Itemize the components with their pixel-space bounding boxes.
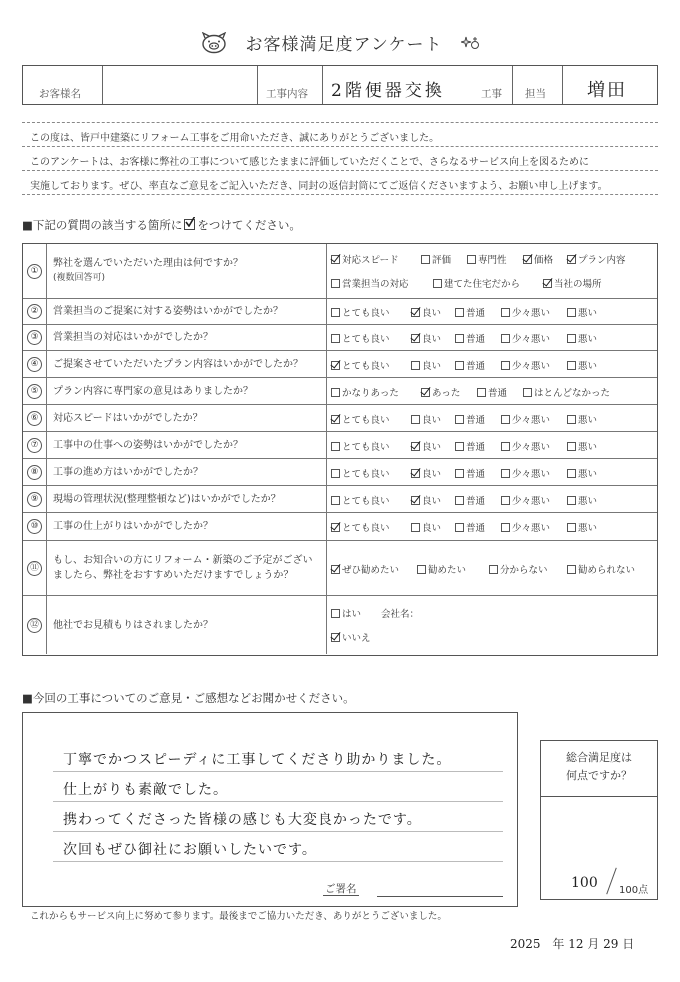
checkbox-option[interactable]: あった: [421, 385, 460, 399]
question-number: ⑪: [23, 541, 47, 595]
checkbox-option[interactable]: 良い: [411, 520, 441, 534]
question-table: [22, 243, 658, 656]
options-column: [326, 596, 657, 654]
question-row-7: [23, 432, 657, 459]
checkbox-option[interactable]: 悪い: [567, 520, 597, 534]
comment-heading: ■今回の工事についてのご意見・ご感想などお聞かせください。: [22, 691, 355, 705]
customer-label-cell: [23, 66, 103, 104]
checkmark-icon: [184, 219, 195, 230]
checkbox-option[interactable]: 悪い: [567, 412, 597, 426]
work2-label-cell: [463, 66, 513, 104]
checkbox-option[interactable]: 悪い: [567, 466, 597, 480]
question-row-3: [23, 325, 657, 351]
options-column: [326, 486, 657, 512]
checkbox-option[interactable]: 良い: [411, 358, 441, 372]
work-label-cell: [258, 66, 323, 104]
checkbox-option[interactable]: とても良い: [331, 331, 390, 345]
question-row-5: [23, 378, 657, 405]
comment-line-2: 仕上がりも素敵でした。: [63, 782, 228, 798]
divider: [22, 122, 658, 123]
question-number: ⑧: [23, 459, 47, 485]
question-number: ⑤: [23, 378, 47, 404]
question-number: ⑨: [23, 486, 47, 512]
question-row-10: [23, 513, 657, 541]
checkbox-option[interactable]: 普通: [477, 385, 507, 399]
checkbox-option[interactable]: とても良い: [331, 466, 390, 480]
instruction-prefix: ■下記の質問の該当する箇所に: [22, 218, 183, 232]
options-column: [326, 244, 657, 298]
comment-line-4: 次回もぜひ御社にお願いしたいです。: [63, 842, 317, 858]
options-column: [326, 459, 657, 485]
intro-line-3: 実施しております。ぜひ、率直なご意見をご記入いただき、同封の返信封筒にてご返信くださいますよう、お願い申し上げます。: [30, 181, 608, 192]
work-label: 工事内容: [266, 88, 308, 100]
checkbox-option[interactable]: 普通: [455, 439, 485, 453]
company-name-label: 会社名：: [381, 609, 420, 620]
question-number: ⑫: [23, 596, 47, 654]
checkbox-option[interactable]: 普通: [455, 358, 485, 372]
checkbox-option[interactable]: 専門性: [467, 252, 507, 266]
question-label: 工事中の仕事への姿勢はいかがでしたか？: [53, 439, 243, 451]
checkbox-option[interactable]: プラン内容: [567, 252, 626, 266]
checkbox-option[interactable]: 当社の場所: [543, 276, 602, 290]
satisfaction-score-box: [540, 740, 658, 900]
checkbox-option[interactable]: 価格: [523, 252, 553, 266]
checkbox-option[interactable]: はとんどなかった: [523, 385, 610, 399]
checkbox-option[interactable]: 少々悪い: [501, 493, 550, 507]
comment-box[interactable]: [22, 712, 518, 907]
checkbox-option[interactable]: ぜひ勧めたい: [331, 562, 399, 576]
checkbox-option[interactable]: 悪い: [567, 358, 597, 372]
question-row-11: [23, 541, 657, 596]
customer-info-table: [22, 65, 658, 105]
question-label: もし、お知合いの方にリフォーム・新築のご予定がござい: [53, 555, 313, 566]
question-number: ⑦: [23, 432, 47, 458]
date-month-unit: 月: [587, 937, 600, 951]
checkbox-option[interactable]: 少々悪い: [501, 305, 550, 319]
question-text: [53, 244, 323, 298]
checkbox-option[interactable]: 良い: [411, 331, 441, 345]
ruled-line: [53, 831, 503, 832]
checkbox-option[interactable]: とても良い: [331, 520, 390, 534]
question-row-6: [23, 405, 657, 432]
question-label: プラン内容に専門家の意見はありましたか？: [53, 385, 253, 397]
question-number: ②: [23, 299, 47, 324]
date-field[interactable]: [510, 935, 634, 952]
checkbox-option[interactable]: 悪い: [567, 439, 597, 453]
instruction: [22, 217, 301, 233]
options-column: [326, 432, 657, 458]
staff-label: 担当: [525, 88, 546, 100]
staff-name-field[interactable]: [563, 66, 659, 104]
date-day-unit: 日: [622, 937, 635, 951]
options-column: [326, 351, 657, 377]
checkbox-option[interactable]: 評価: [421, 252, 451, 266]
checkbox-option[interactable]: とても良い: [331, 412, 390, 426]
question-label: 他社でお見積もりはされましたか？: [53, 619, 213, 631]
divider: [22, 170, 658, 171]
question-label: 対応スピードはいかがでしたか？: [53, 412, 203, 424]
options-column: [326, 405, 657, 431]
checkbox-option[interactable]: 良い: [411, 493, 441, 507]
checkbox-option[interactable]: 普通: [455, 493, 485, 507]
pig-icon: [199, 32, 229, 54]
question-row-2: [23, 299, 657, 325]
question-number: ⑩: [23, 513, 47, 540]
options-column: [326, 541, 657, 595]
options-column: [326, 325, 657, 350]
customer-name-field[interactable]: [103, 66, 258, 104]
question-row-12: [23, 596, 657, 654]
question-sub-label: (複数回答可): [53, 273, 106, 283]
question-label-cont: ましたら、弊社をおすすめいただけますでしょうか？: [53, 570, 294, 581]
question-label: 工事の仕上がりはいかがでしたか？: [53, 521, 213, 532]
checkbox-option[interactable]: 勧められない: [567, 562, 635, 576]
checkbox-option[interactable]: 少々悪い: [501, 331, 550, 345]
question-label: 営業担当の対応はいかがでしたか？: [53, 332, 213, 343]
options-column: [326, 513, 657, 540]
date-month: 12: [568, 937, 584, 951]
page-title: お客様満足度アンケート: [245, 35, 443, 55]
checkbox-option[interactable]: 良い: [411, 439, 441, 453]
score-max: 100点: [619, 885, 649, 896]
checkbox-option[interactable]: とても良い: [331, 305, 390, 319]
question-number: ①: [23, 244, 47, 298]
checkbox-option[interactable]: 普通: [455, 305, 485, 319]
sparkle-icon: [461, 35, 481, 51]
score-question: [541, 741, 657, 797]
checkbox-option[interactable]: 良い: [411, 466, 441, 480]
checkbox-option[interactable]: 悪い: [567, 493, 597, 507]
checkbox-option[interactable]: とても良い: [331, 439, 390, 453]
checkbox-option[interactable]: とても良い: [331, 493, 390, 507]
checkbox-option[interactable]: 営業担当の対応: [331, 276, 409, 290]
divider: [22, 146, 658, 147]
intro-line-2: このアンケートは、お客様に弊社の工事について感じたままに評価していただくことで、さらなるサービス向上を図るために: [30, 157, 589, 168]
checkbox-option[interactable]: 普通: [455, 520, 485, 534]
customer-label: お客様名: [39, 88, 81, 100]
score-slash: [606, 868, 617, 895]
ruled-line: [53, 861, 503, 862]
footer-thanks: これからもサービス向上に努めて参ります。最後までご協力いただき、ありがとうございました。: [30, 911, 447, 922]
ruled-line: [53, 771, 503, 772]
intro-line-1: この度は、皆戸中建築にリフォーム工事をご用命いただき、誠にありがとうございました。: [30, 133, 440, 144]
date-day: 29: [603, 937, 619, 951]
options-column: [326, 378, 657, 404]
staff-label-cell: [513, 66, 563, 104]
checkbox-option[interactable]: 分からない: [489, 562, 548, 576]
checkbox-option[interactable]: かなりあった: [331, 385, 399, 399]
options-column: [326, 299, 657, 324]
instruction-suffix: をつけてください。: [197, 218, 301, 232]
ruled-line: [53, 801, 503, 802]
staff-name-value: 増田: [587, 80, 627, 101]
question-text: [53, 541, 323, 595]
question-row-8: [23, 459, 657, 486]
checkbox-option[interactable]: 普通: [455, 331, 485, 345]
question-number: ④: [23, 351, 47, 377]
signature-label: ご署名: [325, 883, 357, 895]
checkbox-option[interactable]: 少々悪い: [501, 412, 550, 426]
checkbox-option[interactable]: 良い: [411, 305, 441, 319]
checkbox-option[interactable]: 普通: [455, 412, 485, 426]
checkbox-option[interactable]: 建てた住宅だから: [433, 276, 520, 290]
question-number: ③: [23, 325, 47, 350]
question-label: 工事の進め方はいかがでしたか？: [53, 466, 203, 478]
question-number: ⑥: [23, 405, 47, 431]
question-row-1: [23, 244, 657, 299]
work-content-value: 2階便器交換: [331, 81, 445, 101]
question-row-4: [23, 351, 657, 378]
signature-field[interactable]: [377, 896, 503, 897]
survey-title-row: [0, 30, 680, 55]
date-year: 2025: [510, 937, 541, 951]
question-label: 営業担当のご提案に対する姿勢はいかがでしたか？: [53, 306, 283, 317]
question-row-9: [23, 486, 657, 513]
checkbox-option[interactable]: 良い: [411, 412, 441, 426]
checkbox-option[interactable]: 悪い: [567, 305, 597, 319]
date-year-unit: 年: [552, 937, 565, 951]
checkbox-option[interactable]: 少々悪い: [501, 439, 550, 453]
checkbox-option[interactable]: 普通: [455, 466, 485, 480]
checkbox-option[interactable]: 対応スピード: [331, 252, 399, 266]
question-label: 現場の管理状況(整理整頓など)はいかがでしたか？: [53, 493, 281, 505]
comment-line-3: 携わってくださった皆様の感じも大変良かったです。: [63, 812, 422, 828]
checkbox-option[interactable]: 悪い: [567, 331, 597, 345]
checkbox-option[interactable]: とても良い: [331, 358, 390, 372]
score-value[interactable]: 100: [571, 875, 598, 891]
checkbox-option[interactable]: 少々悪い: [501, 358, 550, 372]
divider: [22, 194, 658, 195]
checkbox-option[interactable]: 勧めたい: [417, 562, 466, 576]
checkbox-option[interactable]: はい: [331, 606, 361, 620]
work2-label: 工事: [481, 88, 502, 100]
score-question-line-2: 何点ですか？: [566, 769, 632, 782]
comment-line-1: 丁寧でかつスピーディに工事してくださり助かりました。: [63, 752, 452, 768]
checkbox-option[interactable]: 少々悪い: [501, 466, 550, 480]
checkbox-option[interactable]: いいえ: [331, 630, 371, 644]
checkbox-option[interactable]: 少々悪い: [501, 520, 550, 534]
question-label: ご提案させていただいたプラン内容はいかがでしたか？: [53, 358, 303, 370]
score-question-line-1: 総合満足度は: [566, 751, 632, 764]
question-label: 弊社を選んでいただいた理由は何ですか？: [53, 258, 243, 269]
